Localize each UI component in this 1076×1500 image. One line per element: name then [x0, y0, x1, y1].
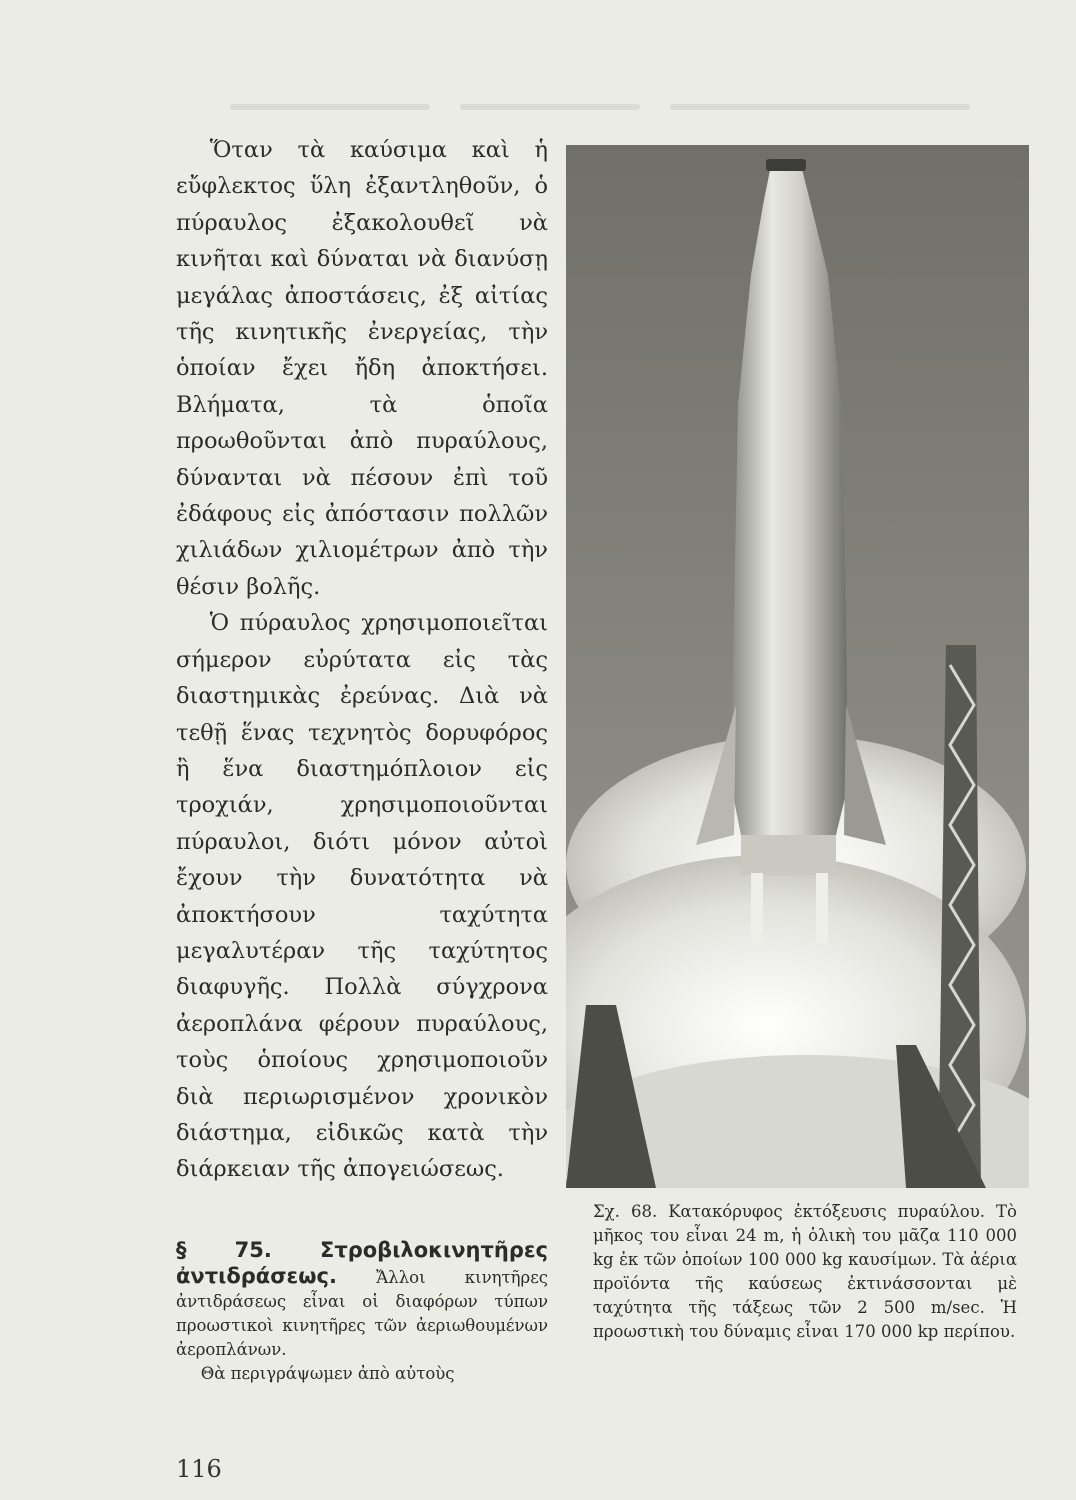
paragraph-fuel: Ὅταν τὰ καύσιμα καὶ ἡ εὔφλεκτος ὕλη ἐξαντληθοῦν, ὁ πύραυλος ἐξακολουθεῖ νὰ κινῆται καὶ δύναται νὰ διανύσῃ μεγάλας ἀποστάσεις, ἐξ αἰτίας τῆς κινητικῆς ἐνεργείας, τὴν ὁποίαν ἔχει ἤδη ἀποκτήσει. Βλήματα, τὰ ὁποῖα προωθοῦνται ἀπὸ πυραύλους, δύνανται νὰ πέσουν ἐπὶ τοῦ ἐδάφους εἰς ἀπόστασιν πολλῶν χιλιάδων χιλιομέτρων ἀπὸ τὴν θέσιν βολῆς.	[176, 137, 548, 600]
section-text: Ἄλλοι κινητῆρες ἀντιδράσεως εἶναι οἱ διαφόρων τύπων προωστικοὶ κινητῆρες τῶν ἀεριωθουμένων ἀεροπλάνων.	[176, 1268, 548, 1359]
rocket-illustration	[566, 145, 1029, 1188]
bleed-through-lines	[170, 86, 1020, 126]
paragraph-space-research: Ὁ πύραυλος χρησιμοποιεῖται σήμερον εὐρύτατα εἰς τὰς διαστημικὰς ἐρεύνας. Διὰ νὰ τεθῇ ἕνας τεχνητὸς δορυφόρος ἢ ἕνα διαστημόπλοιον εἰς τροχιάν, χρησιμοποιοῦνται πύραυλοι, διότι μόνον αὐτοὶ ἔχουν τὴν δυνατότητα νὰ ἀποκτήσουν ταχύτητα μεγαλυτέραν τῆς ταχύτητος διαφυγῆς. Πολλὰ σύγχρονα ἀεροπλάνα φέρουν πυραύλους, τοὺς ὁποίους χρησιμοποιοῦν διὰ περιωρισμένον χρονικὸν διάστημα, εἰδικῶς κατὰ τὴν διάρκειαν τῆς ἀπογειώσεως.	[176, 610, 548, 1183]
page-number: 116	[176, 1455, 222, 1483]
bleed-through-text	[170, 86, 1020, 126]
section-continuation: Θὰ περιγράψωμεν ἀπὸ αὐτοὺς	[200, 1364, 455, 1383]
rocket-launch-photo	[566, 145, 1029, 1188]
section-heading: § 75. Στροβιλοκινητῆρες ἀντιδράσεως.	[176, 1238, 548, 1288]
section-75	[176, 1238, 548, 1386]
main-text	[176, 132, 548, 1188]
figure-caption: Σχ. 68. Κατακόρυφος ἐκτόξευσις πυραύλου. Τὸ μῆκος του εἶναι 24 m, ἡ ὁλικὴ του μᾶζα 110 000 kg ἐκ τῶν ὁποίων 100 000 kg καυσίμων. Τὰ ἀέρια προϊόντα τῆς καύσεως ἐκτινάσσονται μὲ ταχύτητα τῆς τάξεως τῶν 2 500 m/sec. Ἡ προωστικὴ του δύναμις εἶναι 170 000 kp περίπου.	[593, 1202, 1017, 1341]
